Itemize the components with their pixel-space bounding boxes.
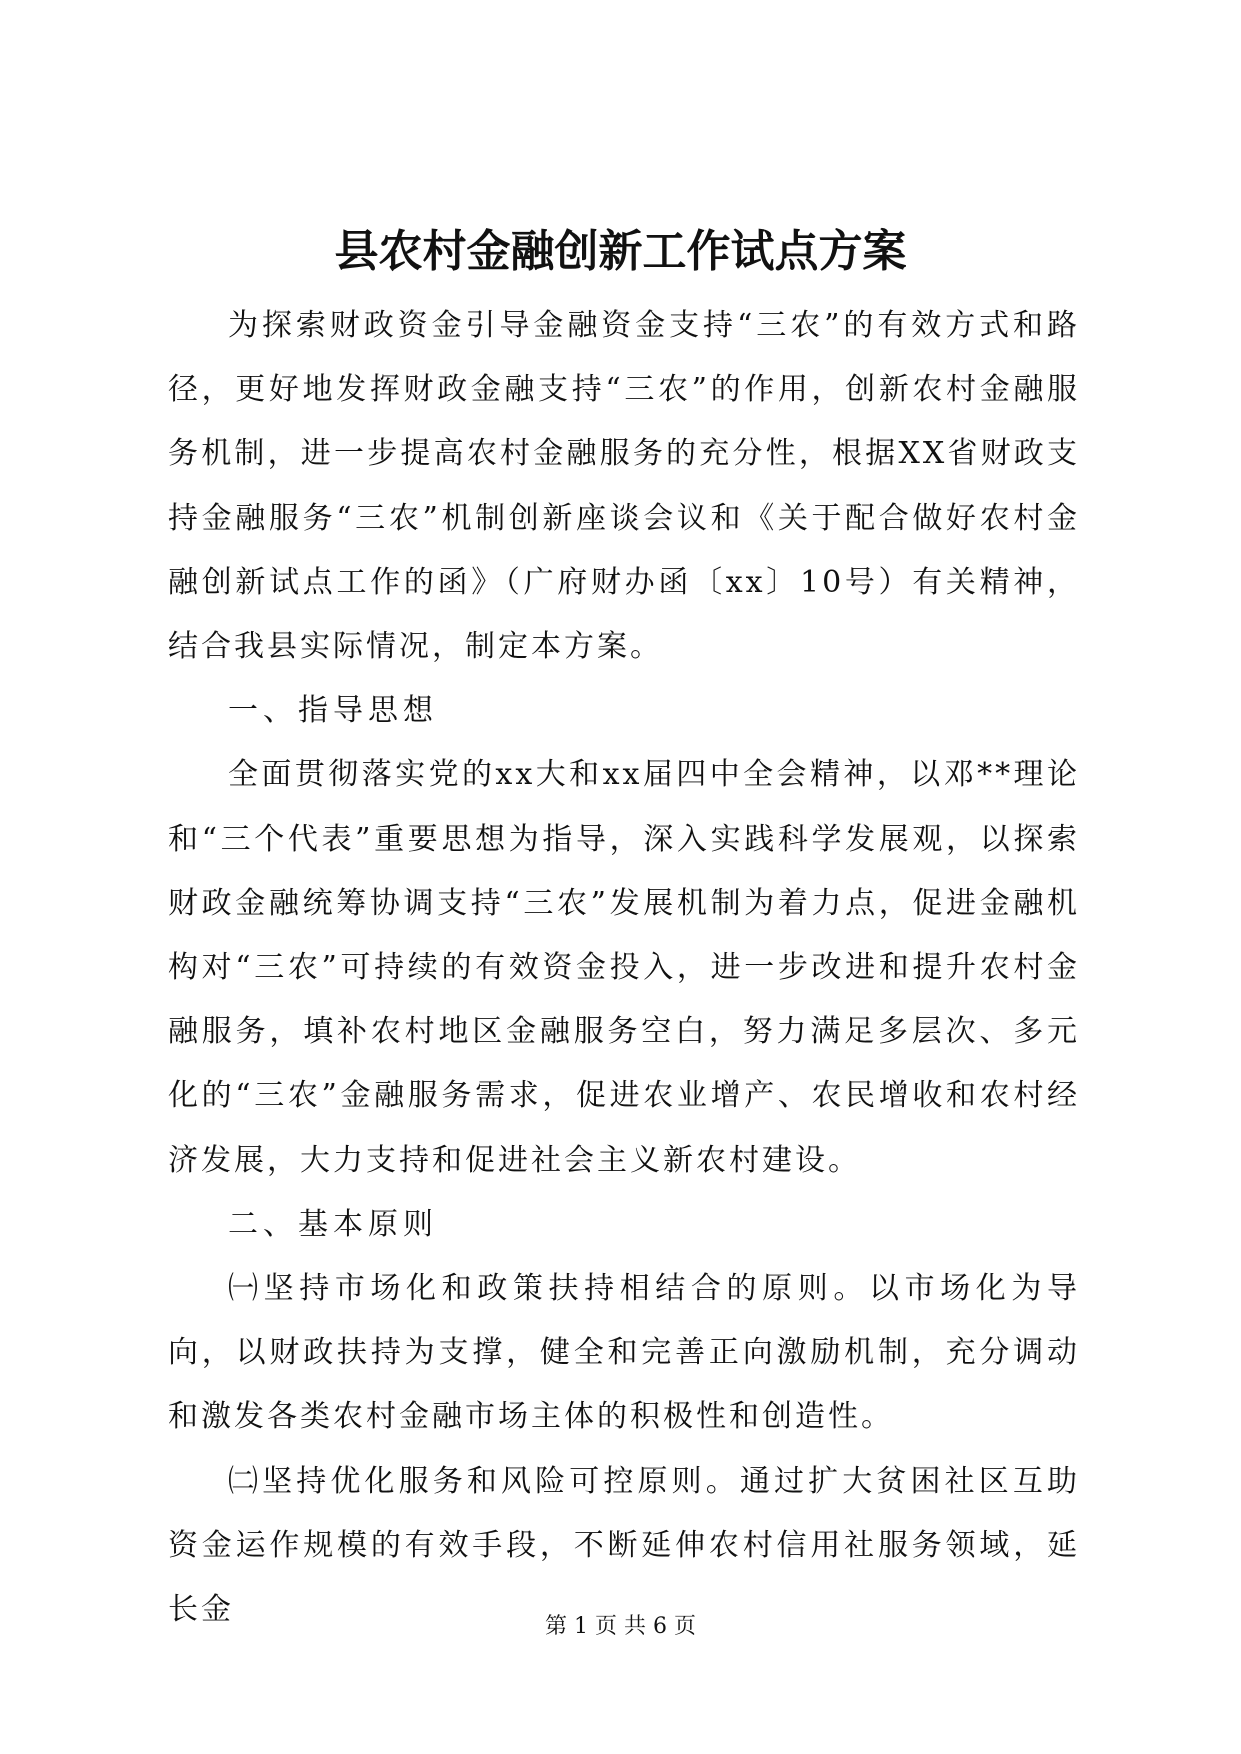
principle-2-paragraph: ㈡坚持优化服务和风险可控原则。通过扩大贫困社区互助资金运作规模的有效手段，不断延伸农村信用社服务领域，延长金	[168, 1463, 1080, 1628]
page-footer: 第 1 页 共 6 页	[545, 1614, 696, 1639]
section-heading-basic-principles: 二、基本原则	[228, 1206, 438, 1242]
document-body	[168, 294, 1080, 1642]
page-title: 县农村金融创新工作试点方案	[334, 226, 907, 277]
principle-1-paragraph: ㈠坚持市场化和政策扶持相结合的原则。以市场化为导向，以财政扶持为支撑，健全和完善正向激励机制，充分调动和激发各类农村金融市场主体的积极性和创造性。	[168, 1271, 1080, 1435]
guiding-thought-paragraph: 全面贯彻落实党的xx大和xx届四中全会精神，以邓**理论和“三个代表”重要思想为指导，深入实践科学发展观，以探索财政金融统筹协调支持“三农”发展机制为着力点，促进金融机构对“三农”可持续的有效资金投入，进一步改进和提升农村金融服务，填补农村地区金融服务空白，努力满足多层次、多元化的“三农”金融服务需求，促进农业增产、农民增收和农村经济发展，大力支持和促进社会主义新农村建设。	[168, 757, 1080, 1178]
intro-paragraph: 为探索财政资金引导金融资金支持“三农”的有效方式和路径，更好地发挥财政金融支持“三农”的作用，创新农村金融服务机制，进一步提高农村金融服务的充分性，根据XX省财政支持金融服务“三农”机制创新座谈会议和《关于配合做好农村金融创新试点工作的函》（广府财办函〔xx〕10号）有关精神，结合我县实际情况，制定本方案。	[168, 308, 1080, 665]
section-heading-guiding-thought: 一、指导思想	[228, 693, 438, 729]
